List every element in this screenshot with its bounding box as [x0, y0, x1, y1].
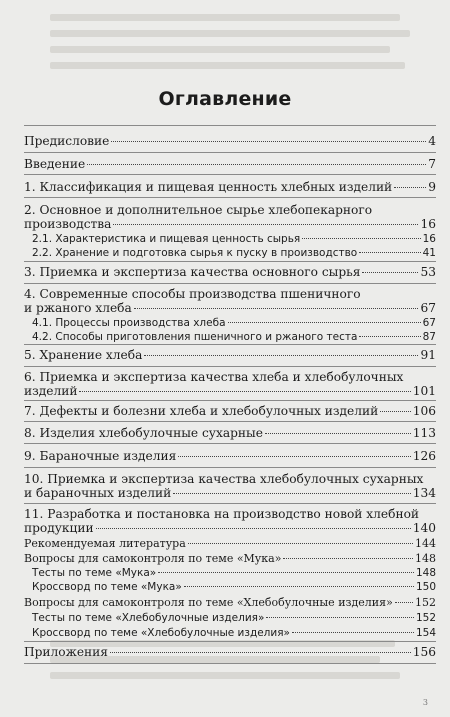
toc-label: Кроссворд по теме «Хлебобулочные изделия» [32, 627, 290, 639]
show-through [50, 14, 400, 21]
divider [24, 443, 436, 444]
toc-page: 152 [415, 612, 436, 624]
toc-label: 1. Классификация и пищевая ценность хлебных изделий [24, 180, 393, 194]
toc-label: Предисловие [24, 134, 110, 148]
toc-entry [32, 580, 436, 594]
toc-entry [24, 596, 436, 610]
toc-label: Рекомендуемая литература [24, 537, 186, 550]
leader-dots [394, 187, 426, 188]
leader-dots [302, 238, 420, 239]
leader-dots [395, 602, 413, 603]
leader-dots [265, 433, 411, 434]
divider [24, 261, 436, 262]
toc-entry [24, 521, 436, 535]
toc-page: 148 [415, 567, 436, 579]
divider [24, 152, 436, 153]
page-number: 3 [422, 698, 428, 707]
toc-entry [24, 265, 436, 279]
toc-label: изделий [24, 384, 78, 398]
leader-dots [173, 493, 411, 494]
toc-label: 2. Основное и дополнительное сырье хлебопекарного [24, 203, 373, 217]
toc-page: 154 [415, 627, 436, 639]
leader-dots [158, 572, 414, 573]
toc-page: 7 [428, 157, 436, 171]
toc-label: Вопросы для самоконтроля по теме «Хлебобулочные изделия» [24, 596, 393, 609]
divider [24, 344, 436, 345]
toc-entry [24, 384, 436, 398]
leader-dots [359, 252, 420, 253]
toc-entry [24, 449, 436, 463]
show-through [50, 672, 400, 679]
leader-dots [134, 308, 419, 309]
toc-label: и ржаного хлеба [24, 301, 132, 315]
toc-label: Вопросы для самоконтроля по теме «Мука» [24, 552, 282, 565]
toc-entry [24, 180, 436, 194]
leader-dots [144, 355, 418, 356]
leader-dots [359, 336, 420, 337]
toc-page: 41 [422, 247, 436, 259]
toc-label: 2.1. Характеристика и пищевая ценность сырья [32, 233, 301, 245]
show-through [50, 62, 405, 69]
toc-page: 67 [420, 301, 436, 315]
toc-page: 150 [415, 581, 436, 593]
toc-label: Тесты по теме «Мука» [32, 567, 157, 579]
toc-entry [24, 645, 436, 659]
leader-dots [96, 528, 411, 529]
toc-label: и бараночных изделий [24, 486, 172, 500]
toc-page: 113 [412, 426, 436, 440]
toc-page: 134 [412, 486, 436, 500]
divider [24, 467, 436, 468]
leader-dots [79, 391, 410, 392]
toc-label: Тесты по теме «Хлебобулочные изделия» [32, 612, 265, 624]
toc-page: 91 [420, 348, 436, 362]
leader-dots [292, 632, 414, 633]
toc-page: 4 [428, 134, 436, 148]
divider [24, 197, 436, 198]
divider [24, 174, 436, 175]
toc-entry [24, 217, 436, 231]
toc-page: 16 [422, 233, 436, 245]
divider [24, 421, 436, 422]
toc-label: Приложения [24, 645, 108, 659]
toc-label: 9. Бараночные изделия [24, 449, 177, 463]
toc-label: 8. Изделия хлебобулочные сухарные [24, 426, 263, 440]
leader-dots [178, 456, 410, 457]
toc-page: 67 [422, 317, 436, 329]
toc-page: 156 [412, 645, 436, 659]
toc-label: Введение [24, 157, 86, 171]
divider [24, 503, 436, 504]
divider [24, 641, 436, 642]
toc-entry [32, 246, 436, 260]
toc-entry [24, 301, 436, 315]
toc-page: 53 [420, 265, 436, 279]
leader-dots [228, 322, 421, 323]
toc-entry [32, 611, 436, 625]
divider [24, 663, 436, 664]
leader-dots [266, 617, 414, 618]
leader-dots [380, 411, 411, 412]
toc-label: производства [24, 217, 112, 231]
toc-page: 148 [415, 552, 436, 565]
toc-page: 9 [428, 180, 436, 194]
toc-entry [24, 348, 436, 362]
toc-page: 16 [420, 217, 436, 231]
toc-page: 144 [415, 537, 436, 550]
toc-page: 101 [412, 384, 436, 398]
toc-label: 7. Дефекты и болезни хлеба и хлебобулочных изделий [24, 404, 379, 418]
toc-label: продукции [24, 521, 94, 535]
toc-label: 3. Приемка и экспертиза качества основного сырья [24, 265, 361, 279]
toc-label: 6. Приемка и экспертиза качества хлеба и хлебобулочных [24, 370, 404, 384]
toc-page: 126 [412, 449, 436, 463]
divider [24, 366, 436, 367]
toc-entry [32, 626, 436, 640]
page-title: Оглавление [158, 88, 292, 110]
toc-entry [24, 486, 436, 500]
toc-page: 152 [415, 596, 436, 609]
toc-label: 4. Современные способы производства пшеничного [24, 287, 361, 301]
leader-dots [113, 224, 418, 225]
divider [24, 400, 436, 401]
leader-dots [110, 652, 411, 653]
leader-dots [362, 272, 418, 273]
divider [24, 125, 436, 126]
show-through [50, 46, 390, 53]
toc-page: 87 [422, 331, 436, 343]
toc-page: 106 [412, 404, 436, 418]
toc-entry [32, 232, 436, 246]
toc-label: 4.1. Процессы производства хлеба [32, 317, 226, 329]
leader-dots [283, 558, 413, 559]
divider [24, 283, 436, 284]
toc-label: Кроссворд по теме «Мука» [32, 581, 182, 593]
toc-label: 5. Хранение хлеба [24, 348, 143, 362]
toc-label: 4.2. Способы приготовления пшеничного и ржаного теста [32, 331, 358, 343]
toc-entry [32, 566, 436, 580]
toc-entry [24, 404, 436, 418]
leader-dots [111, 141, 426, 142]
leader-dots [184, 586, 414, 587]
toc-entry [24, 157, 436, 171]
toc-entry [24, 134, 436, 148]
toc-entry [24, 552, 436, 566]
toc-page: 140 [412, 521, 436, 535]
toc-entry [24, 537, 436, 551]
show-through [50, 30, 410, 37]
toc-label: 2.2. Хранение и подготовка сырья к пуску в производство [32, 247, 358, 259]
leader-dots [188, 543, 413, 544]
toc-entry [32, 330, 436, 344]
toc-entry [32, 316, 436, 330]
toc-label: 11. Разработка и постановка на производство новой хлебной [24, 507, 420, 521]
toc-entry [24, 426, 436, 440]
leader-dots [87, 164, 426, 165]
toc-label: 10. Приемка и экспертиза качества хлебобулочных сухарных [24, 472, 424, 486]
